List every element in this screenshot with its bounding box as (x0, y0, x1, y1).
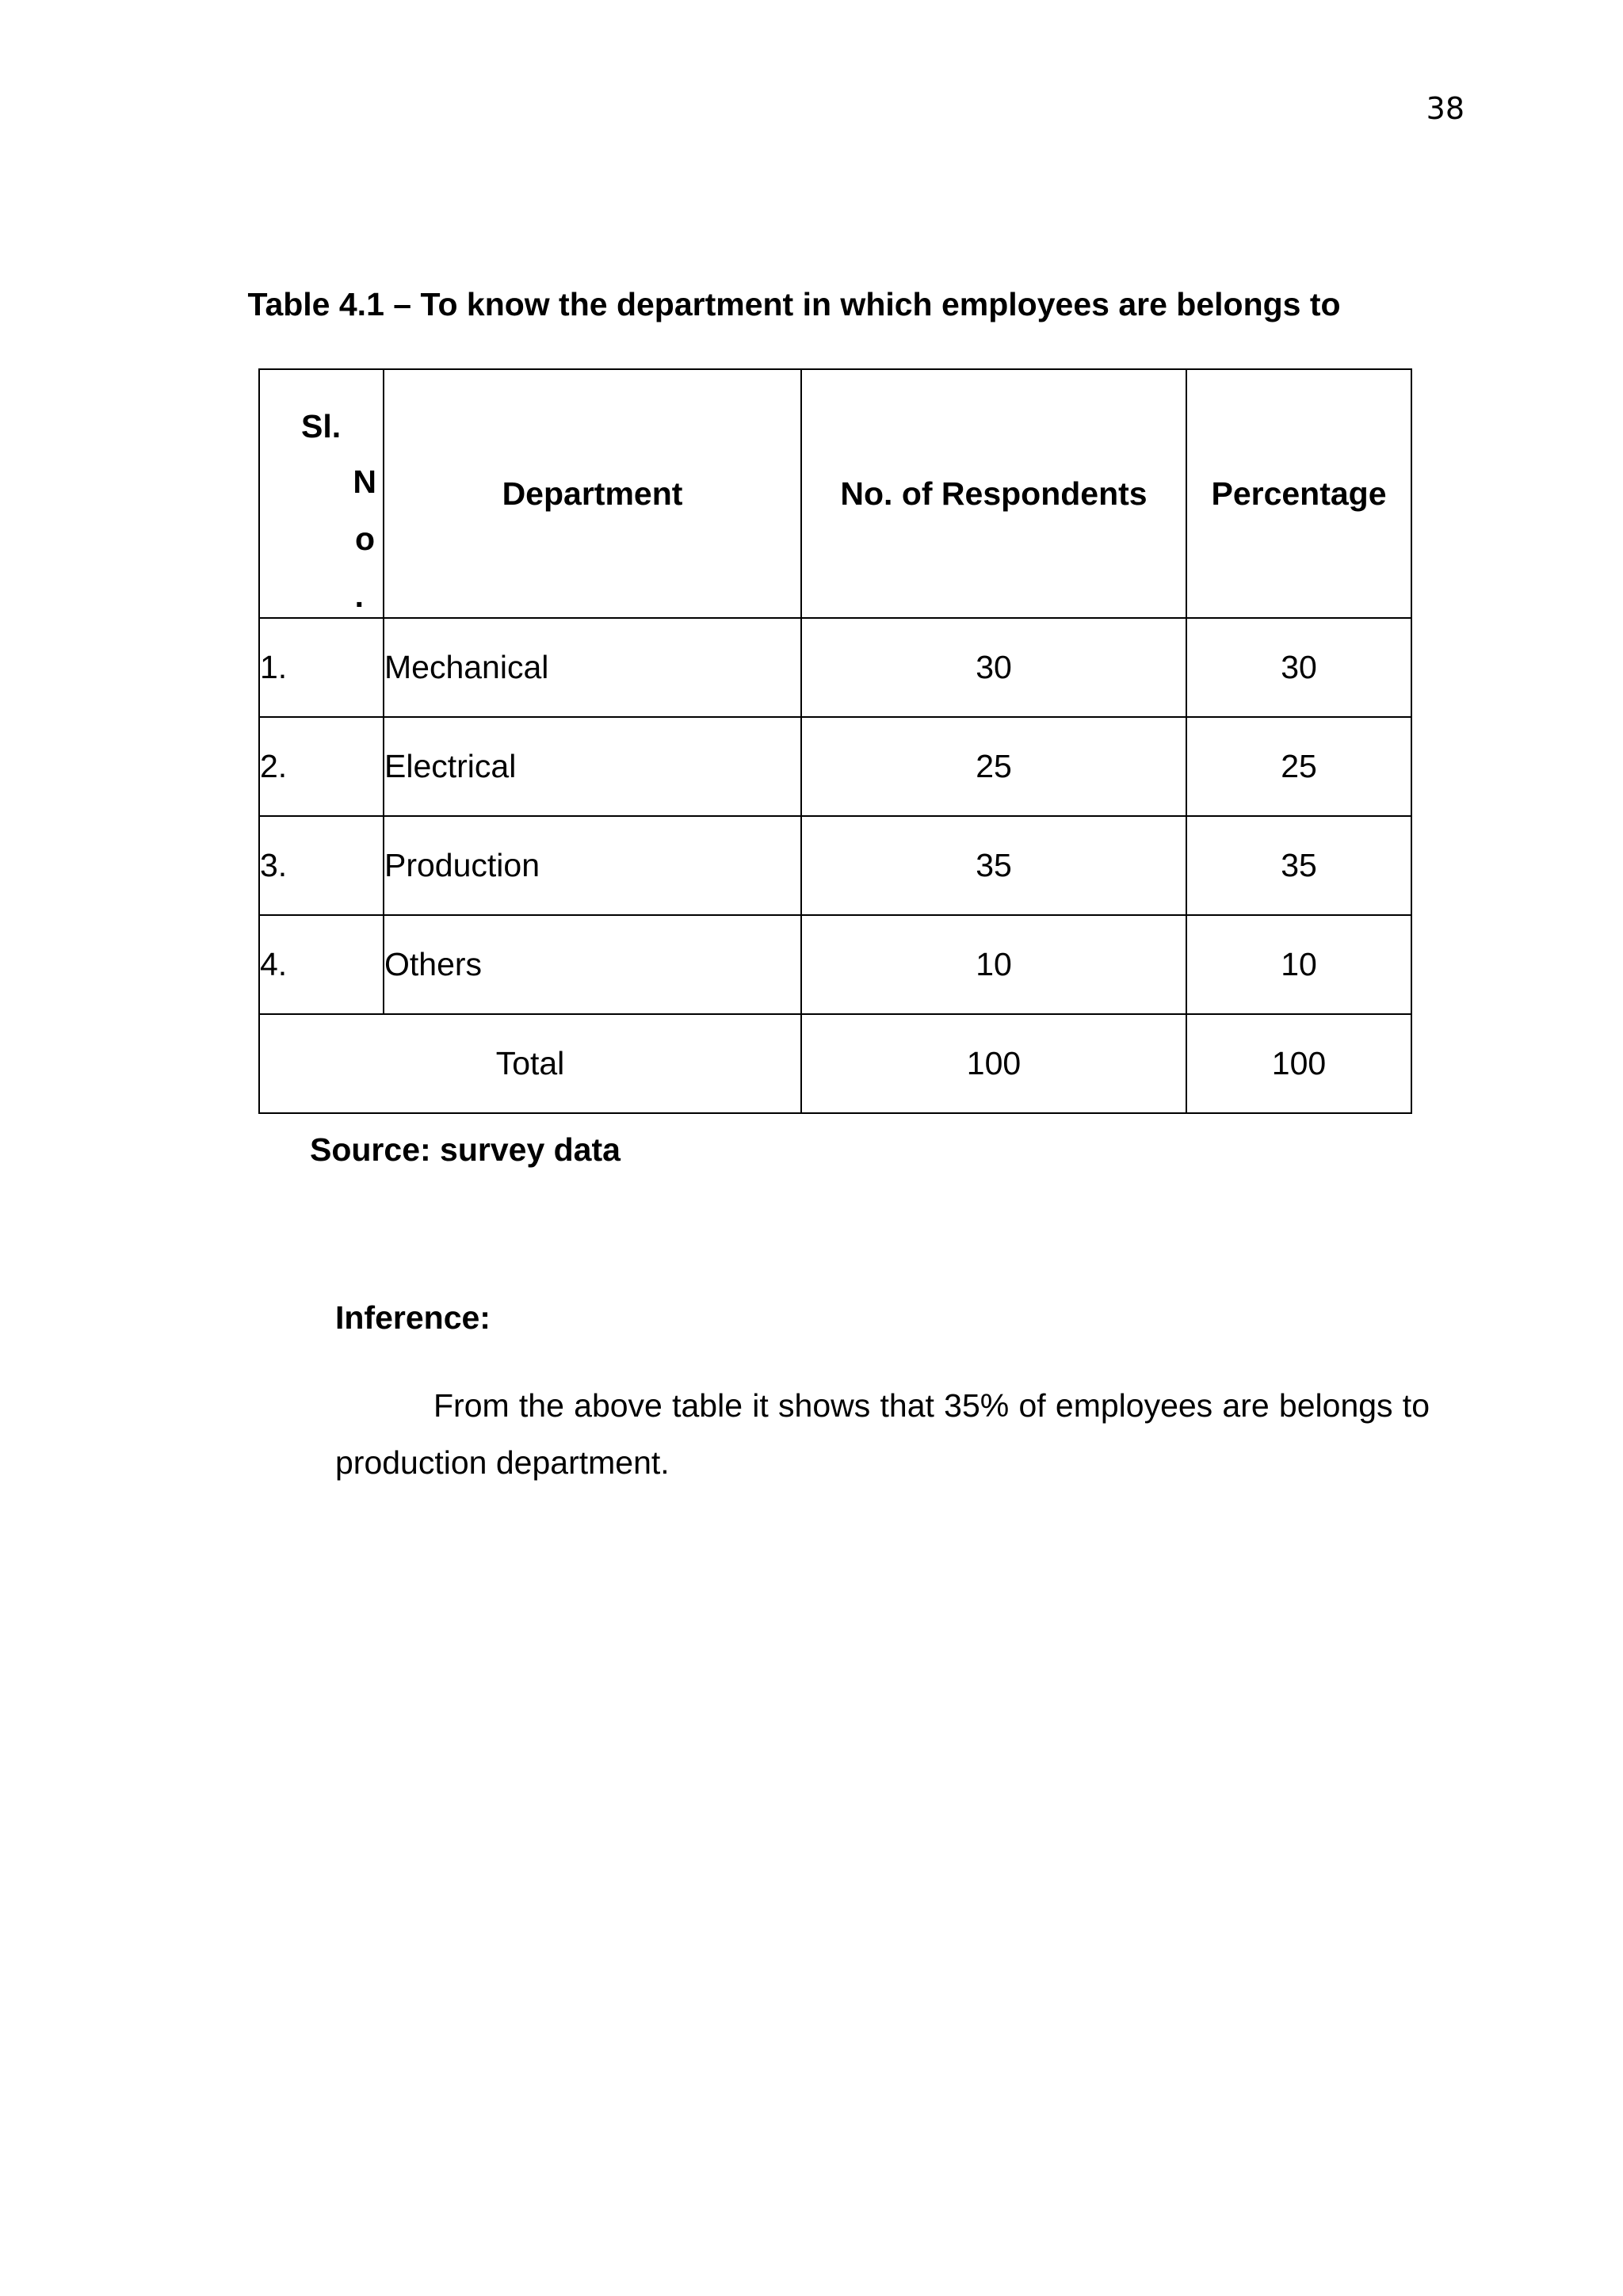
cell-respondents: 35 (801, 816, 1186, 915)
inference-paragraph: From the above table it shows that 35% of employees are belongs to production department. (335, 1387, 1430, 1481)
total-label: Total (259, 1014, 801, 1113)
header-sl-dot: . (354, 578, 364, 614)
cell-percentage: 30 (1186, 618, 1411, 717)
table-caption-text: Table 4.1 – To know the department in which employees are belongs to (247, 286, 1341, 322)
total-respondents: 100 (801, 1014, 1186, 1113)
cell-sl: 4. (259, 915, 384, 1014)
page-number: 38 (1426, 91, 1465, 126)
header-sl-o: o (354, 521, 375, 557)
cell-department: Electrical (384, 717, 801, 816)
inference-heading: Inference: (335, 1299, 491, 1336)
table-row (259, 816, 1411, 915)
cell-department: Production (384, 816, 801, 915)
cell-respondents: 10 (801, 915, 1186, 1014)
table-source: Source: survey data (310, 1131, 621, 1168)
department-table (258, 368, 1412, 1114)
header-sl-no (259, 369, 384, 618)
cell-percentage: 10 (1186, 915, 1411, 1014)
cell-department: Mechanical (384, 618, 801, 717)
table-caption (0, 285, 1623, 324)
table-row (259, 717, 1411, 816)
header-respondents: No. of Respondents (801, 369, 1186, 618)
cell-respondents: 25 (801, 717, 1186, 816)
header-sl-label: Sl. (301, 408, 342, 444)
cell-sl: 2. (259, 717, 384, 816)
cell-percentage: 25 (1186, 717, 1411, 816)
cell-department: Others (384, 915, 801, 1014)
header-department: Department (384, 369, 801, 618)
table-header-row (259, 369, 1411, 618)
table-row (259, 915, 1411, 1014)
table-row (259, 618, 1411, 717)
cell-respondents: 30 (801, 618, 1186, 717)
header-percentage: Percentage (1186, 369, 1411, 618)
cell-sl: 1. (259, 618, 384, 717)
cell-percentage: 35 (1186, 816, 1411, 915)
header-sl-n: N (353, 463, 376, 500)
table-total-row (259, 1014, 1411, 1113)
total-percentage: 100 (1186, 1014, 1411, 1113)
cell-sl: 3. (259, 816, 384, 915)
